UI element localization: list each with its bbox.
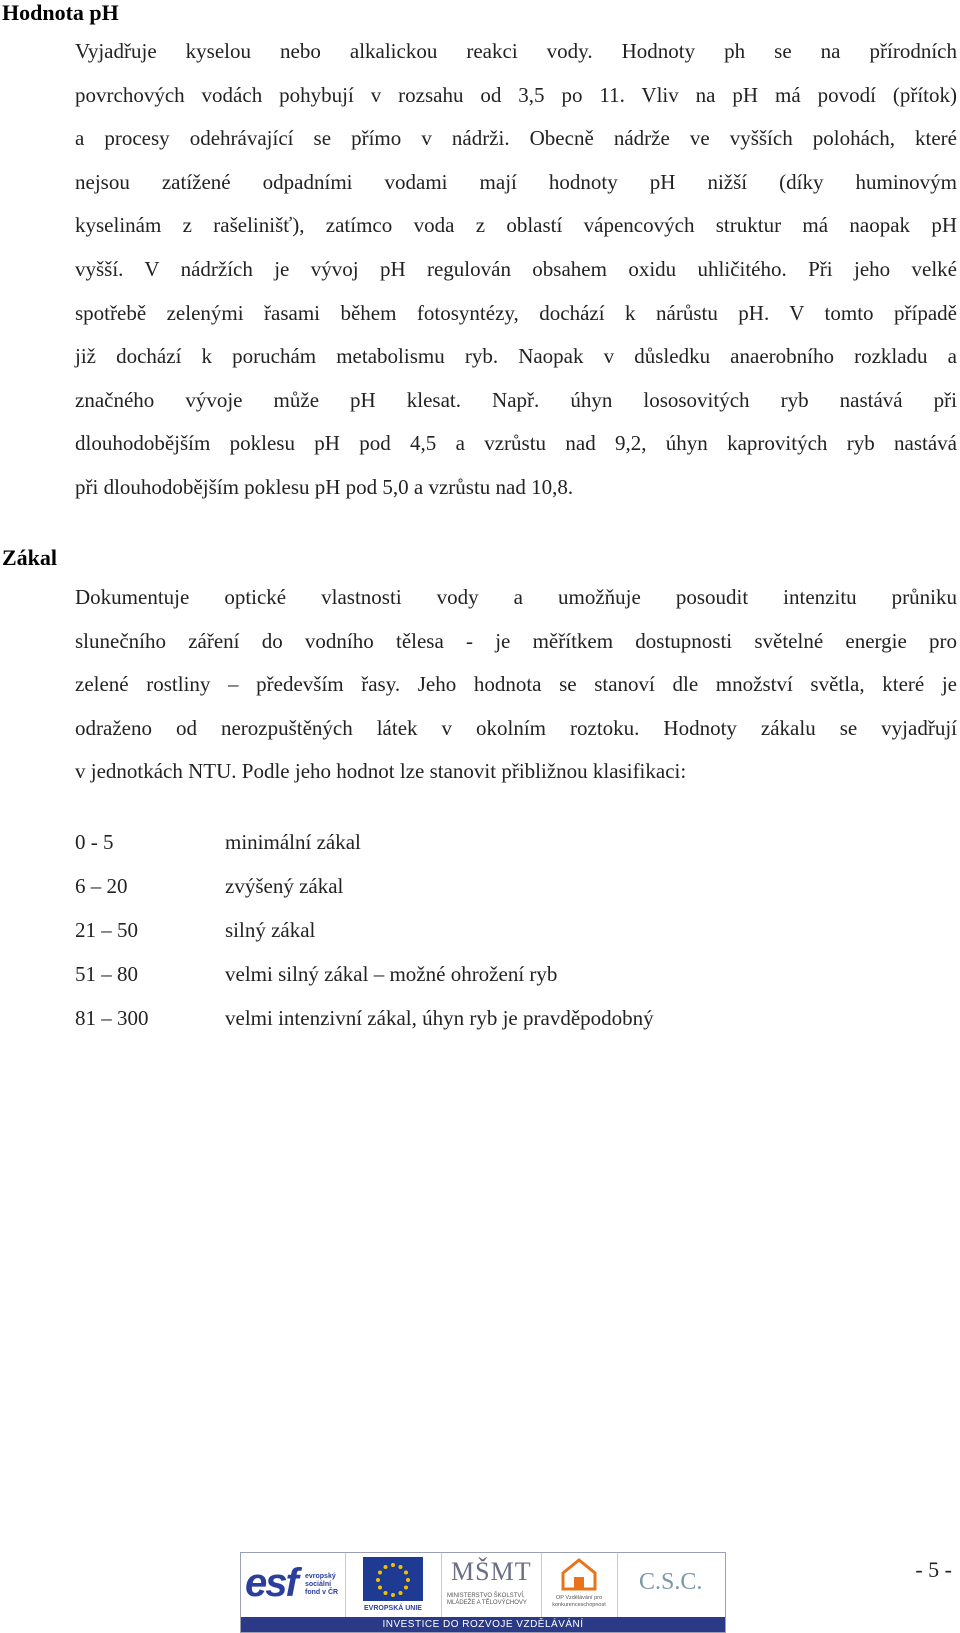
esf-caption: sociální <box>305 1581 332 1588</box>
paragraph-line: při dlouhodobějším poklesu pH pod 5,0 a vzrůstu nad 10,8. <box>75 474 574 499</box>
esf-caption: evropský <box>305 1573 336 1580</box>
classification-row <box>75 820 654 864</box>
msmt-mark: MŠMT <box>451 1557 532 1586</box>
paragraph-line: kyselinám z rašelinišť), zatímco voda z oblastí vápencových struktur má naopak pH <box>75 213 957 238</box>
paragraph-line: spotřebě zelenými řasami během fotosyntézy, dochází k nárůstu pH. V tomto případě <box>75 300 957 325</box>
eu-stars-icon <box>363 1557 423 1601</box>
paragraph-line: Vyjadřuje kyselou nebo alkalickou reakci vody. Hodnoty ph se na přírodních <box>75 39 957 63</box>
paragraph-line: Dokumentuje optické vlastnosti vody a umožňuje posoudit intenzitu průniku <box>75 585 957 609</box>
turbidity-classification <box>75 820 654 1040</box>
paragraph-line: slunečního záření do vodního tělesa - je měřítkem dostupnosti světelné energie pro <box>75 628 957 653</box>
classification-row <box>75 908 654 952</box>
section-heading-ph: Hodnota pH <box>2 0 119 25</box>
paragraph-line: značného vývoje může pH klesat. Např. úhyn lososovitých ryb nastává při <box>75 387 957 412</box>
msmt-caption: MINISTERSTVO ŠKOLSTVÍ, MLÁDEŽE A TĚLOVÝCHOVY <box>447 1593 527 1606</box>
classification-range: 21 – 50 <box>75 917 138 942</box>
classification-range: 0 - 5 <box>75 829 114 854</box>
paragraph-line: zelené rostliny – především řasy. Jeho hodnota se stanoví dle množství světla, které je <box>75 672 957 697</box>
section-heading-zakal: Zákal <box>2 545 58 570</box>
esf-mark: esf <box>245 1561 297 1605</box>
msmt-logo <box>441 1553 542 1619</box>
ph-paragraph <box>75 30 957 510</box>
paragraph-line: odraženo od nerozpuštěných látek v okolním roztoku. Hodnoty zákalu se vyjadřují <box>75 715 957 740</box>
esf-logo <box>241 1553 346 1619</box>
classification-label: minimální zákal <box>225 829 361 854</box>
investment-strip: INVESTICE DO ROZVOJE VZDĚLÁVÁNÍ <box>241 1617 725 1632</box>
paragraph-line: již dochází k poruchám metabolismu ryb. Naopak v důsledku anaerobního rozkladu a <box>75 344 957 369</box>
classification-range: 81 – 300 <box>75 1005 149 1030</box>
eu-caption: EVROPSKÁ UNIE <box>364 1605 422 1612</box>
zakal-paragraph <box>75 576 957 794</box>
classification-label: zvýšený zákal <box>225 873 344 898</box>
paragraph-line: vyšší. V nádržích je vývoj pH regulován obsahem oxidu uhličitého. Při jeho velké <box>75 256 957 281</box>
eu-funding-logo-bar <box>240 1552 726 1633</box>
classification-label: silný zákal <box>225 917 316 942</box>
op-caption: OP Vzdělávání pro konkurenceschopnost <box>552 1595 606 1608</box>
classification-range: 51 – 80 <box>75 961 138 986</box>
classification-row <box>75 996 654 1040</box>
classification-row <box>75 952 654 996</box>
op-house-icon <box>559 1557 599 1591</box>
paragraph-line: a procesy odehrávající se přímo v nádrži. Obecně nádrže ve vyšších polohách, které <box>75 126 957 151</box>
op-logo <box>541 1553 618 1619</box>
classification-row <box>75 864 654 908</box>
csc-mark: C.S.C. <box>639 1569 703 1595</box>
classification-label: velmi intenzivní zákal, úhyn ryb je pravděpodobný <box>225 1005 654 1030</box>
classification-range: 6 – 20 <box>75 873 128 898</box>
paragraph-line: v jednotkách NTU. Podle jeho hodnot lze stanovit přibližnou klasifikaci: <box>75 759 687 784</box>
classification-label: velmi silný zákal – možné ohrožení ryb <box>225 961 558 986</box>
esf-caption: fond v ČR <box>305 1589 339 1596</box>
paragraph-line: povrchových vodách pohybují v rozsahu od 3,5 po 11. Vliv na pH má povodí (přítok) <box>75 82 957 107</box>
csc-logo <box>617 1553 725 1619</box>
paragraph-line: dlouhodobějším poklesu pH pod 4,5 a vzrůstu nad 9,2, úhyn kaprovitých ryb nastává <box>75 431 957 456</box>
eu-flag-logo <box>345 1553 442 1619</box>
page-number: - 5 - <box>915 1557 952 1582</box>
paragraph-line: nejsou zatížené odpadními vodami mají hodnoty pH nižší (díky huminovým <box>75 169 957 194</box>
